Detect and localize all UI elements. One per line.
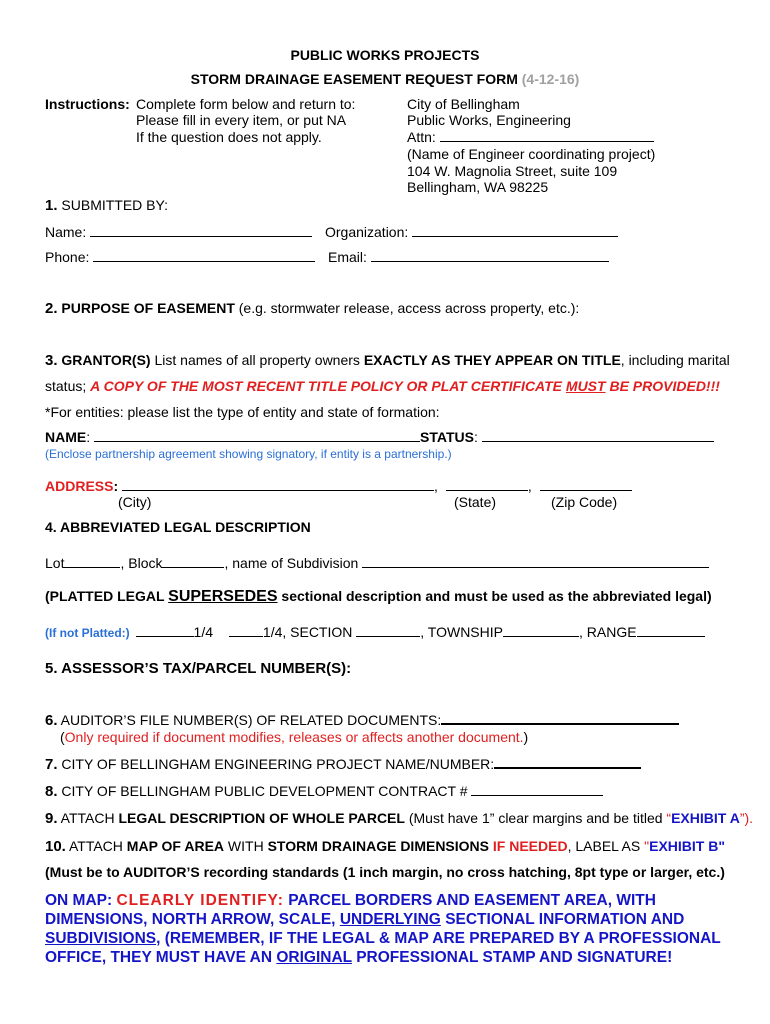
submitter-name-row <box>45 224 312 240</box>
on-map-line-4 <box>45 949 672 967</box>
email-field[interactable] <box>371 249 609 262</box>
section-9-rest: (Must have 1” clear margins and be titled <box>408 810 663 826</box>
section-6-title: AUDITOR’S FILE NUMBER(S) OF RELATED DOCUMENTS: <box>60 712 442 728</box>
entity-note: *For entities: please list the type of entity and state of formation: <box>45 404 440 420</box>
return-address-attn <box>407 129 654 145</box>
exhibit-b-quote-open: " <box>644 838 650 854</box>
section-1-heading <box>45 197 168 214</box>
section-6-note: Only required if document modifies, releases or affects another document. <box>64 729 524 745</box>
on-map-text-2a: DIMENSIONS, NORTH ARROW, SCALE, <box>45 911 336 928</box>
platted-legal-prefix: (PLATTED LEGAL <box>45 588 165 604</box>
form-title: STORM DRAINAGE EASEMENT REQUEST FORM <box>190 71 518 87</box>
title-policy-must: MUST <box>565 378 606 394</box>
city-comma: , <box>434 478 438 494</box>
township-field[interactable] <box>503 624 579 637</box>
section-township-range-row <box>45 624 705 640</box>
section-3-title: GRANTOR(S) <box>61 352 151 368</box>
return-address-line: 104 W. Magnolia Street, suite 109 <box>407 163 618 179</box>
section-2-heading <box>45 300 579 317</box>
section-10-if-needed: IF NEEDED <box>492 838 568 854</box>
submitter-phone-row <box>45 249 315 265</box>
grantor-zip-field[interactable] <box>540 478 632 491</box>
project-name-field[interactable] <box>494 755 641 769</box>
section-3-text: List names of all property owners <box>154 352 360 368</box>
section-3-status-word: status; <box>45 378 87 394</box>
section-2-number: 2. <box>45 300 58 317</box>
form-header-line1: PUBLIC WORKS PROJECTS <box>290 47 480 63</box>
section-6-note-row <box>60 729 528 745</box>
return-address-line: Bellingham, WA 98225 <box>407 179 549 195</box>
on-map-line-1 <box>45 892 656 910</box>
instructions-label: Instructions: <box>45 96 130 112</box>
auditor-file-number-field[interactable] <box>441 711 679 725</box>
section-10-row <box>45 838 725 855</box>
section-10-map: MAP OF AREA <box>126 838 225 854</box>
grantor-address-colon: : <box>113 478 119 494</box>
section-9-bold: LEGAL DESCRIPTION OF WHOLE PARCEL <box>118 810 405 826</box>
block-label: , Block <box>120 555 163 571</box>
grantor-status-colon: : <box>473 429 478 445</box>
section-6-paren-open: ( <box>60 729 65 745</box>
submitter-organization-row <box>325 224 618 240</box>
section-3-emphasis: EXACTLY AS THEY APPEAR ON TITLE <box>363 352 621 368</box>
platted-legal-suffix: sectional description and must be used as the abbreviated legal) <box>281 588 712 604</box>
on-map-text-4b: PROFESSIONAL STAMP AND SIGNATURE! <box>356 949 673 966</box>
organization-label: Organization: <box>325 224 409 240</box>
exhibit-a-quote-open: “ <box>666 810 672 826</box>
section-6-paren-close: ) <box>523 729 529 745</box>
state-caption: (State) <box>454 494 497 510</box>
name-label: Name: <box>45 224 87 240</box>
name-field[interactable] <box>90 224 312 237</box>
instructions-line: If the question does not apply. <box>136 129 322 145</box>
section-10-attach: ATTACH <box>68 838 123 854</box>
grantor-city-field[interactable] <box>122 478 434 491</box>
clearly-identify-label: CLEARLY IDENTIFY: <box>116 892 284 909</box>
grantor-address-row <box>45 478 632 494</box>
on-map-line-2 <box>45 911 684 929</box>
section-3-number: 3. <box>45 352 58 369</box>
section-9-row <box>45 810 753 827</box>
form-header-line2 <box>0 71 770 87</box>
subdivisions-word: SUBDIVISIONS <box>45 930 157 947</box>
phone-field[interactable] <box>93 249 315 262</box>
grantor-name-colon: : <box>86 429 91 445</box>
section-5-title: 5. ASSESSOR’S TAX/PARCEL NUMBER(S): <box>45 660 352 677</box>
attn-label: Attn: <box>407 129 436 145</box>
return-address-line: (Name of Engineer coordinating project) <box>407 146 656 162</box>
block-field[interactable] <box>162 555 224 568</box>
section-3-warning-row <box>45 378 720 394</box>
underlying-word: UNDERLYING <box>339 911 441 928</box>
exhibit-a-label: EXHIBIT A <box>671 810 740 826</box>
range-field[interactable] <box>637 624 705 637</box>
section-field[interactable] <box>356 624 420 637</box>
supersedes-word: SUPERSEDES <box>168 588 278 605</box>
form-version: (4-12-16) <box>521 71 580 87</box>
section-9-number: 9. <box>45 810 58 827</box>
on-map-text-2b: SECTIONAL INFORMATION AND <box>445 911 685 928</box>
section-8-row <box>45 783 603 800</box>
section-9-attach: ATTACH <box>60 810 115 826</box>
section-7-title: CITY OF BELLINGHAM ENGINEERING PROJECT NAME/NUMBER: <box>61 756 495 772</box>
exhibit-a-quote-close: ”). <box>739 810 754 826</box>
range-label: , RANGE <box>578 624 637 640</box>
section-10-with: WITH <box>227 838 264 854</box>
organization-field[interactable] <box>412 224 618 237</box>
on-map-text-4a: OFFICE, THEY MUST HAVE AN <box>45 949 273 966</box>
section-4-title: 4. ABBREVIATED LEGAL DESCRIPTION <box>45 519 311 535</box>
section-2-title: PURPOSE OF EASEMENT <box>61 300 235 316</box>
city-caption: (City) <box>118 494 152 510</box>
grantor-name-label: NAME <box>45 429 87 445</box>
section-6-number: 6. <box>45 712 58 729</box>
section-10-number: 10. <box>45 838 66 855</box>
grantor-status-field[interactable] <box>482 429 714 442</box>
instructions-line: Please fill in every item, or put NA <box>136 112 347 128</box>
section-10-label-as: , LABEL AS <box>567 838 641 854</box>
section-label: 1/4, SECTION <box>262 624 353 640</box>
lot-block-row <box>45 555 709 571</box>
subdivision-label: , name of Subdivision <box>224 555 359 571</box>
section-10-dimensions: STORM DRAINAGE DIMENSIONS <box>267 838 490 854</box>
grantor-name-field[interactable] <box>94 429 420 442</box>
section-6-row <box>45 711 679 729</box>
state-comma: , <box>527 478 532 494</box>
on-map-text-1: PARCEL BORDERS AND EASEMENT AREA, WITH <box>288 892 656 909</box>
grantor-name-row <box>45 429 714 445</box>
submitter-email-row <box>328 249 609 265</box>
section-8-number: 8. <box>45 783 58 800</box>
auditor-standards-note: (Must be to AUDITOR’S recording standards (1 inch margin, no cross hatching, 8pt type or larger, etc.) <box>45 864 725 880</box>
instructions-line: Complete form below and return to: <box>136 96 356 112</box>
section-3-heading <box>45 352 730 369</box>
grantor-status-label: STATUS <box>420 429 474 445</box>
grantor-address-label: ADDRESS <box>45 478 114 494</box>
subdivision-field[interactable] <box>362 555 709 568</box>
phone-label: Phone: <box>45 249 90 265</box>
not-platted-note: (If not Platted:) <box>45 626 130 640</box>
original-word: ORIGINAL <box>276 949 352 966</box>
quarter-section-field[interactable] <box>229 624 263 637</box>
on-map-line-3 <box>45 930 721 948</box>
lot-field[interactable] <box>64 555 120 568</box>
title-policy-warning: A COPY OF THE MOST RECENT TITLE POLICY OR PLAT CERTIFICATE <box>90 378 563 394</box>
section-2-hint: (e.g. stormwater release, access across property, etc.): <box>238 300 580 316</box>
section-8-title: CITY OF BELLINGHAM PUBLIC DEVELOPMENT CONTRACT # <box>61 783 468 799</box>
section-7-row <box>45 755 641 773</box>
lot-label: Lot <box>45 555 65 571</box>
section-7-number: 7. <box>45 756 58 773</box>
email-label: Email: <box>328 249 367 265</box>
partnership-note: (Enclose partnership agreement showing signatory, if entity is a partnership.) <box>45 447 452 461</box>
section-1-title: SUBMITTED BY: <box>61 197 168 213</box>
development-contract-field[interactable] <box>471 783 603 796</box>
title-policy-provided: BE PROVIDED!!! <box>609 378 720 394</box>
return-address-line: City of Bellingham <box>407 96 520 112</box>
platted-legal-note <box>45 588 712 606</box>
grantor-state-field[interactable] <box>446 478 528 491</box>
section-1-number: 1. <box>45 197 58 214</box>
exhibit-b-label: EXHIBIT B" <box>649 838 725 854</box>
attn-field[interactable] <box>440 129 654 142</box>
section-3-text-end: , including marital <box>620 352 730 368</box>
township-label: , TOWNSHIP <box>420 624 503 640</box>
on-map-text-3: , (REMEMBER, IF THE LEGAL & MAP ARE PREPARED BY A PROFESSIONAL <box>156 930 721 947</box>
on-map-label: ON MAP: <box>45 892 113 909</box>
quarter-label: 1/4 <box>193 624 214 640</box>
quarter-field[interactable] <box>136 624 194 637</box>
return-address-line: Public Works, Engineering <box>407 112 571 128</box>
zip-caption: (Zip Code) <box>551 494 618 510</box>
